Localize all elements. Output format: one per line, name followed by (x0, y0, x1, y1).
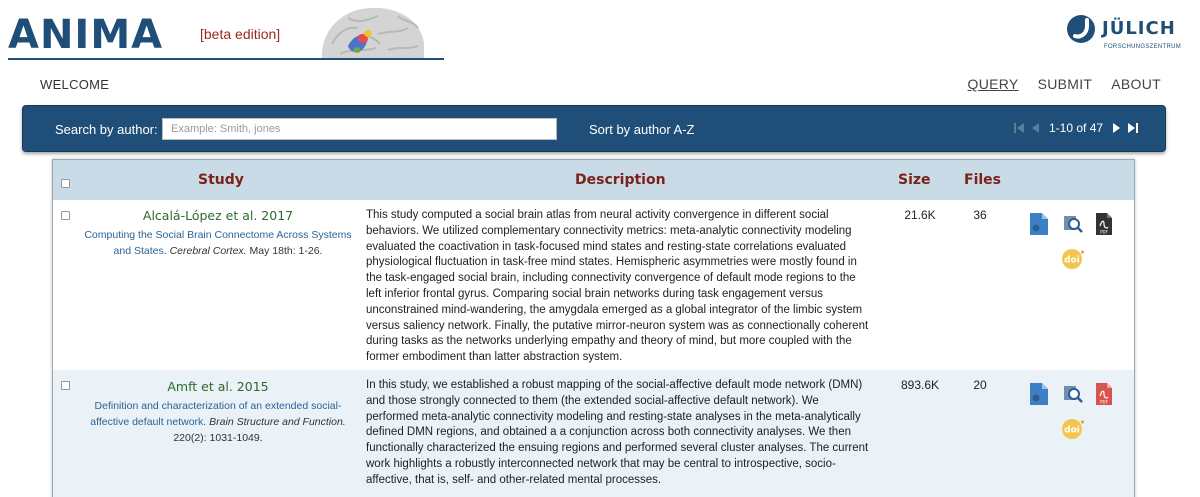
study-actions (1025, 208, 1117, 278)
nav-welcome[interactable]: WELCOME (40, 77, 110, 92)
study-actions (1025, 378, 1117, 448)
juelich-emblem-icon (1066, 14, 1096, 44)
study-reference (83, 398, 353, 446)
sort-author-toggle[interactable]: Sort by author A-Z (589, 122, 695, 137)
studies-table (52, 159, 1135, 497)
study-description: This study computed a social brain atlas from neural activity convergence in different social behaviors. We utilized complementary connectivity metrics: meta-analytic connectivity modeling evaluated the coactivation in task-focused mind states and resting-state correlations evaluated physiological fluctuation in task-free mind states. Hemispheric asymmetries were mostly found in the task-engaged social brain, including connectivity convergence of default mode regions to the left inferior frontal gyrus. Comparing social brain networks during task engagement versus unconstrained mind-wandering, the amygdala emerged as a global integrator of the limbic system versus saliency network. Finally, the putative mirror-neuron system was as connectionally coherent during tasks as the networks underlying empathy and theory of mind, but more coupled with the former embodiment than latter abstraction system. (366, 209, 869, 364)
view-coordinates-icon[interactable] (1063, 214, 1083, 234)
journal-name: Cerebral Cortex. (169, 245, 247, 257)
table-header (53, 160, 1134, 200)
download-file-icon[interactable] (1029, 382, 1049, 406)
study-files-count: 20 (973, 378, 987, 392)
pdf-icon[interactable] (1095, 382, 1113, 406)
view-coordinates-icon[interactable] (1063, 384, 1083, 404)
row-select-checkbox[interactable] (61, 211, 70, 220)
column-study[interactable]: Study (198, 172, 244, 188)
select-all-checkbox[interactable] (61, 179, 70, 188)
publication-details: May 18th: 1-26. (249, 245, 323, 257)
paper-title[interactable]: Computing the Social Brain Connectome Across Systems and States. (84, 229, 352, 257)
prev-page-icon (1031, 122, 1039, 134)
nav-query[interactable]: QUERY (967, 76, 1019, 92)
brain-image (318, 4, 426, 60)
publication-details: 220(2): 1031-1049. (173, 432, 263, 444)
beta-edition-label: [beta edition] (200, 26, 281, 42)
journal-name: Brain Structure and Function. (209, 416, 346, 428)
study-title[interactable]: Amft et al. 2015 (167, 379, 269, 394)
nav-submit[interactable]: SUBMIT (1037, 76, 1093, 92)
study-description: In this study, we established a robust mapping of the social-affective default mode network (DMN) and those strongly connected to them (the extended social-affective default network). We performed meta-analytic connectivity modeling and resting-state analyses in the meta-analytically defined DMN regions, and obtained a a conjunction across both connectivity analyses. We then functionally characterized the ensuing regions and performed several cluster analyses. The current work highlights a robustly interconnected network that may be central to introspective, socio-affective, that is, self- and other-related mental processes. (366, 379, 869, 486)
download-file-icon[interactable] (1029, 212, 1049, 236)
search-toolbar (22, 105, 1166, 152)
study-files-count: 36 (973, 208, 987, 222)
header-underline (8, 58, 444, 60)
doi-icon[interactable] (1061, 418, 1085, 440)
column-size[interactable]: Size (898, 172, 931, 188)
column-files[interactable]: Files (964, 172, 1001, 188)
main-nav (968, 76, 1161, 92)
pdf-icon-label: PDF (1100, 229, 1108, 235)
study-size: 21.6K (904, 208, 936, 222)
study-cell (83, 208, 353, 259)
search-by-author-label: Search by author: (55, 122, 158, 137)
table-row (53, 200, 1134, 370)
doi-icon-label: doi (1064, 255, 1080, 266)
anima-logo[interactable]: ANIMA (8, 12, 164, 58)
last-page-icon (1127, 122, 1139, 134)
doi-icon-label: doi (1064, 425, 1080, 436)
study-title[interactable]: Alcalá-López et al. 2017 (142, 208, 294, 223)
prev-page-button[interactable] (1031, 122, 1039, 134)
pagination (1013, 121, 1139, 135)
next-page-icon (1113, 122, 1121, 134)
doi-icon[interactable] (1061, 248, 1085, 270)
juelich-logo[interactable] (1066, 14, 1194, 58)
pdf-icon[interactable] (1095, 212, 1113, 236)
juelich-name: JÜLICH (1102, 18, 1176, 39)
juelich-subtitle: FORSCHUNGSZENTRUM (1104, 44, 1182, 50)
column-description[interactable]: Description (575, 172, 666, 188)
study-cell (83, 379, 353, 446)
first-page-button[interactable] (1013, 122, 1025, 134)
author-search-input[interactable] (162, 118, 557, 140)
nav-about[interactable]: ABOUT (1111, 76, 1161, 92)
row-select-checkbox[interactable] (61, 381, 70, 390)
paper-title[interactable]: Definition and characterization of an extended social-affective default network. (90, 400, 342, 428)
last-page-button[interactable] (1127, 122, 1139, 134)
table-row (53, 370, 1134, 497)
study-size: 893.6K (900, 378, 940, 392)
first-page-icon (1013, 122, 1025, 134)
pdf-icon-label: PDF (1100, 399, 1108, 405)
page-range: 1-10 of 47 (1049, 121, 1104, 135)
study-reference (83, 227, 353, 259)
next-page-button[interactable] (1113, 122, 1121, 134)
